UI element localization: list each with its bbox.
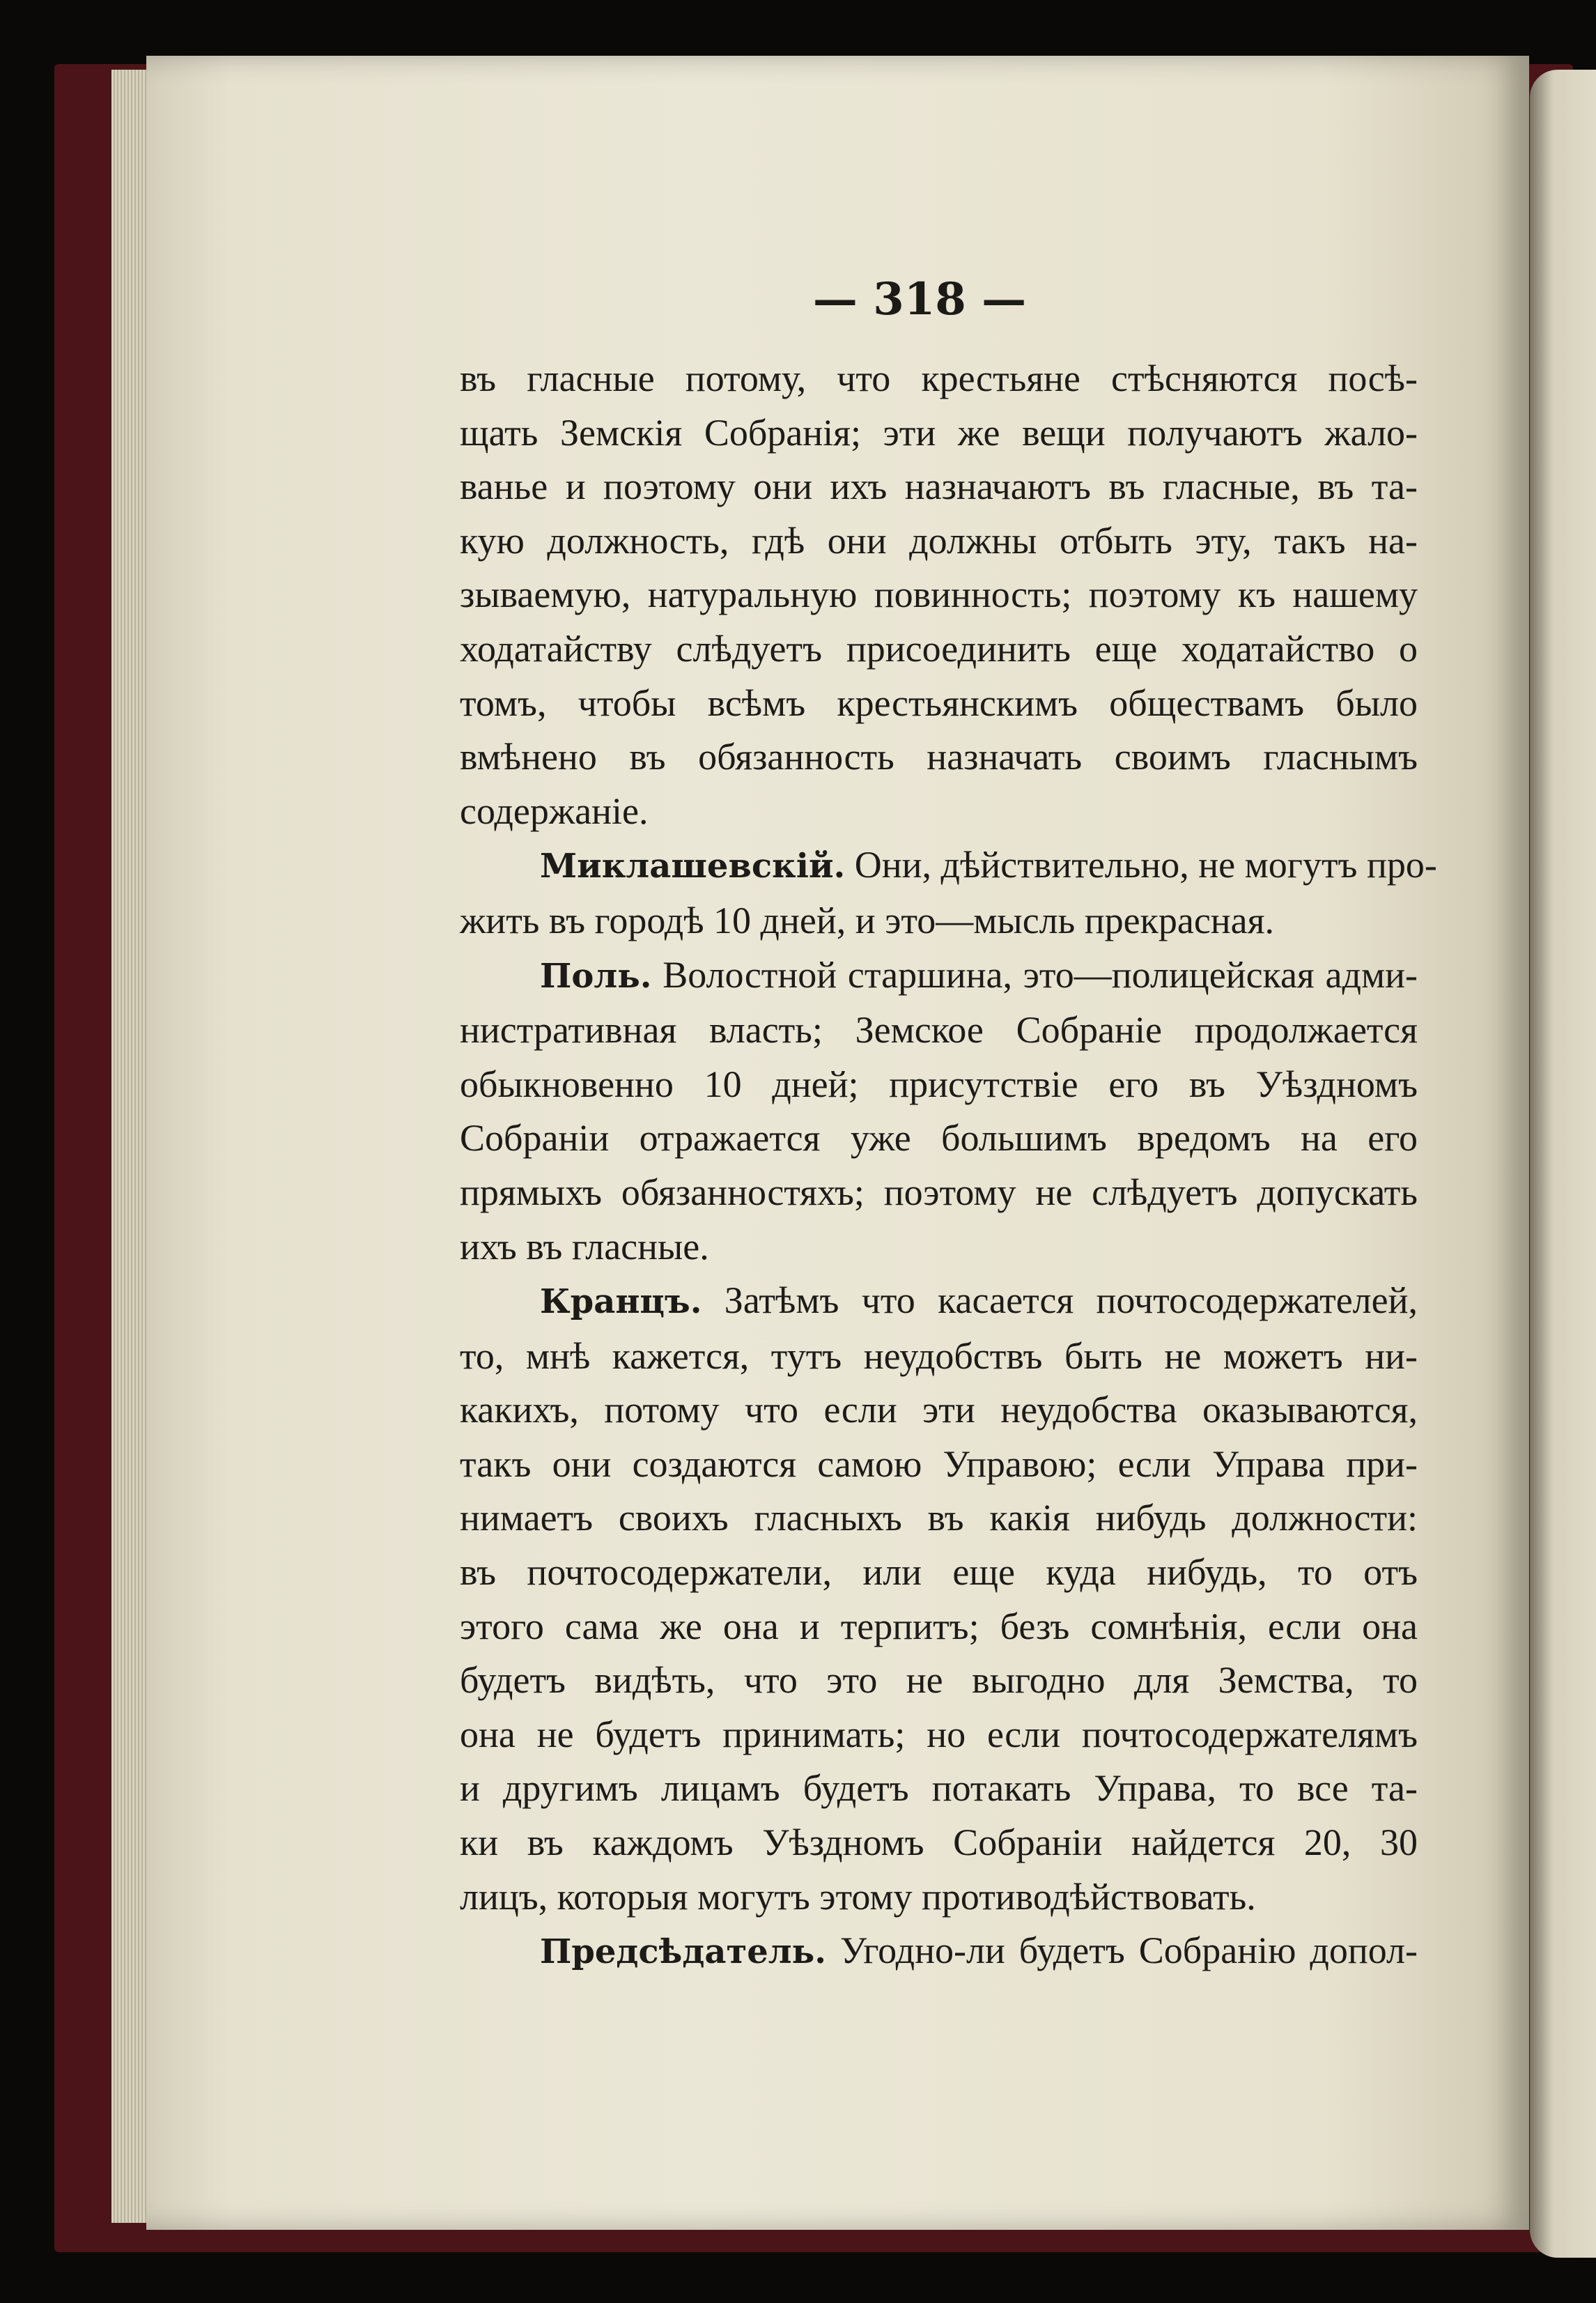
speaker-name: Миклашевскій.: [540, 847, 846, 886]
speech-text: Угодно-ли будетъ Собранію допол-: [826, 1930, 1418, 1972]
text-line: такъ они создаются самою Управою; если Управа при-: [460, 1442, 1418, 1485]
text-line: кую должность, гдѣ они должны отбыть эту, такъ на-: [460, 519, 1418, 562]
paragraph: [460, 948, 1418, 1274]
paragraph: [460, 352, 1418, 838]
text-line: зываемую, натуральную повинность; поэтому къ нашему: [460, 573, 1418, 616]
page-number: — 318 —: [812, 273, 1027, 325]
text-line: какихъ, потому что если эти неудобства оказываются,: [460, 1389, 1418, 1431]
text-line: то, мнѣ кажется, тутъ неудобствъ быть не можетъ ни-: [460, 1334, 1418, 1377]
text-line: щать Земскія Собранія; эти же вещи получаютъ жало-: [460, 411, 1418, 454]
text-line: этого сама же она и терпитъ; безъ сомнѣнія, если она: [460, 1605, 1418, 1647]
speaker-name: Предсѣдатель.: [540, 1932, 826, 1972]
text-line: въ гласные потому, что крестьяне стѣсняются посѣ-: [460, 357, 1418, 399]
text-line: нистративная власть; Земское Собраніе продолжается: [460, 1009, 1418, 1052]
text-line: [460, 1274, 1418, 1330]
paragraph: [460, 1274, 1418, 1924]
speech-text: Они, дѣйствительно, не могутъ про-: [845, 844, 1437, 886]
paragraph: [460, 838, 1437, 948]
text-line: [460, 838, 1437, 894]
speaker-name: Кранцъ.: [540, 1282, 702, 1322]
text-line: ки въ каждомъ Уѣздномъ Собраніи найдется 20, 30: [460, 1821, 1418, 1864]
paragraph: [460, 1924, 1418, 1980]
text-line: ванье и поэтому они ихъ назначаютъ въ гласные, въ та-: [460, 465, 1418, 508]
facing-page-edge: [1530, 70, 1596, 2258]
text-line: обыкновенно 10 дней; присутствіе его въ Уѣздномъ: [460, 1063, 1418, 1105]
text-line: Собраніи отражается уже большимъ вредомъ на его: [460, 1117, 1418, 1160]
text-line: прямыхъ обязанностяхъ; поэтому не слѣдуетъ допускать: [460, 1171, 1418, 1213]
text-line: томъ, чтобы всѣмъ крестьянскимъ обществамъ было: [460, 681, 1418, 724]
text-line: ходатайству слѣдуетъ присоединить еще ходатайство о: [460, 627, 1418, 670]
page-text: [460, 352, 1437, 1980]
text-line: ихъ въ гласные.: [460, 1225, 709, 1268]
text-line: она не будетъ принимать; но если почтосодержателямъ: [460, 1713, 1418, 1755]
text-line: жить въ городѣ 10 дней, и это—мысль прекрасная.: [460, 899, 1274, 941]
text-line: въ почтосодержатели, или еще куда нибудь, то отъ: [460, 1551, 1418, 1594]
speech-text: Волостной старшина, это—полицейская адми-: [651, 953, 1418, 996]
speech-text: Затѣмъ что касается почтосодержателей,: [702, 1279, 1418, 1322]
text-line: лицъ, которыя могутъ этому противодѣйствовать.: [460, 1875, 1256, 1918]
text-line: [460, 948, 1418, 1004]
text-line: [460, 1924, 1418, 1980]
text-line: нимаетъ своихъ гласныхъ въ какія нибудь должности:: [460, 1497, 1418, 1539]
text-line: и другимъ лицамъ будетъ потакать Управа, то все та-: [460, 1767, 1418, 1810]
text-line: вмѣнено въ обязанность назначать своимъ гласнымъ: [460, 736, 1418, 778]
text-line: содержаніе.: [460, 790, 649, 832]
speaker-name: Поль.: [540, 956, 652, 996]
text-line: будетъ видѣть, что это не выгодно для Земства, то: [460, 1659, 1418, 1702]
